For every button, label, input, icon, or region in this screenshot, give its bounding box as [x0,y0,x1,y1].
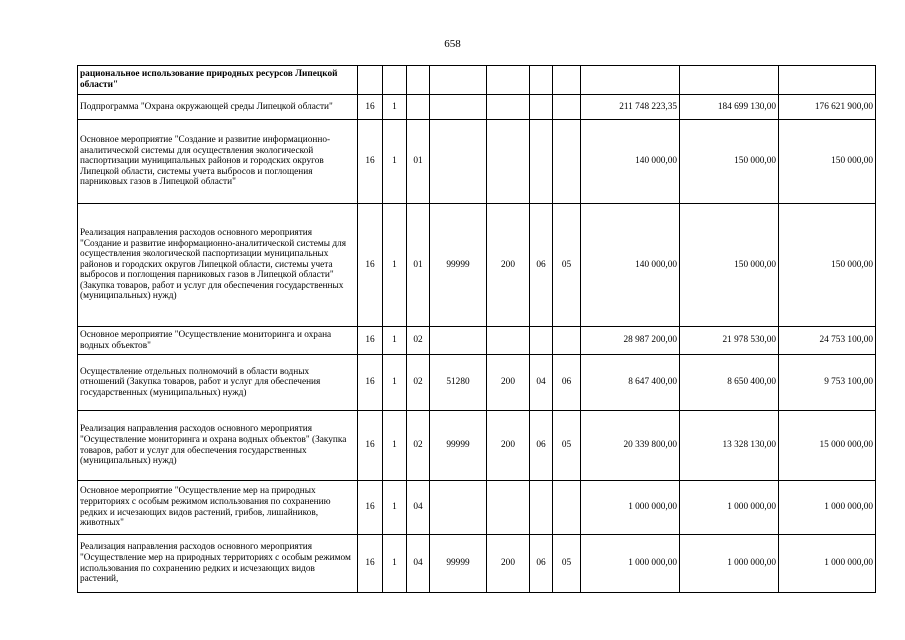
code-cell [383,66,407,95]
amount-year-1: 8 647 400,00 [581,355,680,411]
code-cell: 99999 [430,535,487,593]
code-cell [487,481,530,535]
code-cell: 01 [407,120,430,204]
amount-year-1: 28 987 200,00 [581,327,680,355]
amount-year-2: 1 000 000,00 [680,535,779,593]
code-cell: 06 [553,355,581,411]
table-row [78,120,876,204]
code-cell: 16 [358,327,383,355]
amount-year-3: 1 000 000,00 [779,535,876,593]
table-body [78,66,876,593]
code-cell: 04 [407,481,430,535]
code-cell: 16 [358,95,383,120]
code-cell: 200 [487,411,530,481]
code-cell: 99999 [430,204,487,327]
code-cell: 04 [407,535,430,593]
amount-year-2: 21 978 530,00 [680,327,779,355]
code-cell [430,95,487,120]
page-number: 658 [444,38,461,50]
code-cell: 16 [358,204,383,327]
code-cell: 05 [553,204,581,327]
code-cell: 1 [383,481,407,535]
table-row [78,411,876,481]
amount-year-2 [680,66,779,95]
code-cell: 1 [383,204,407,327]
code-cell [430,481,487,535]
row-name: Основное мероприятие "Создание и развитие информационно-аналитической системы для осуществления экологической паспортизации муниципальных районов и городских округов Липецкой области, системы учета выбросов и поглощения парниковых газов в Липецкой области" [78,120,358,204]
amount-year-2: 13 328 130,00 [680,411,779,481]
amount-year-1: 1 000 000,00 [581,535,680,593]
table-row [78,95,876,120]
amount-year-1: 140 000,00 [581,120,680,204]
amount-year-3: 24 753 100,00 [779,327,876,355]
code-cell [553,120,581,204]
amount-year-2: 184 699 130,00 [680,95,779,120]
amount-year-3: 150 000,00 [779,204,876,327]
code-cell: 05 [553,535,581,593]
table-row [78,327,876,355]
code-cell [530,66,553,95]
code-cell [530,95,553,120]
row-name: Основное мероприятие "Осуществление мониторинга и охрана водных объектов" [78,327,358,355]
table-row [78,204,876,327]
code-cell: 16 [358,355,383,411]
code-cell [487,66,530,95]
code-cell [487,95,530,120]
code-cell: 02 [407,411,430,481]
code-cell: 200 [487,355,530,411]
code-cell [530,327,553,355]
code-cell [487,120,530,204]
code-cell: 06 [530,411,553,481]
code-cell: 1 [383,95,407,120]
amount-year-2: 1 000 000,00 [680,481,779,535]
row-name: Подпрограмма "Охрана окружающей среды Липецкой области" [78,95,358,120]
table-row [78,355,876,411]
code-cell: 1 [383,535,407,593]
amount-year-3: 9 753 100,00 [779,355,876,411]
code-cell: 02 [407,355,430,411]
row-name: Реализация направления расходов основного мероприятия "Осуществление мер на природных территориях с особым режимом использования по сохранению редких и исчезающих видов растений, [78,535,358,593]
code-cell: 02 [407,327,430,355]
amount-year-2: 150 000,00 [680,120,779,204]
budget-table [77,65,876,593]
code-cell: 06 [530,535,553,593]
amount-year-1: 20 339 800,00 [581,411,680,481]
table-row [78,66,876,95]
code-cell: 1 [383,411,407,481]
amount-year-1: 140 000,00 [581,204,680,327]
code-cell: 06 [530,204,553,327]
amount-year-1: 1 000 000,00 [581,481,680,535]
code-cell [553,327,581,355]
row-name: Основное мероприятие "Осуществление мер на природных территориях с особым режимом использования по сохранению редких и исчезающих видов растений, грибов, лишайников, животных" [78,481,358,535]
code-cell: 99999 [430,411,487,481]
code-cell [553,95,581,120]
code-cell: 200 [487,204,530,327]
amount-year-1 [581,66,680,95]
row-name: Осуществление отдельных полномочий в области водных отношений (Закупка товаров, работ и услуг для обеспечения государственных (муниципальных) нужд) [78,355,358,411]
row-name: рациональное использование природных ресурсов Липецкой области" [78,66,358,95]
code-cell: 16 [358,411,383,481]
code-cell [430,327,487,355]
code-cell: 1 [383,355,407,411]
code-cell: 01 [407,204,430,327]
amount-year-1: 211 748 223,35 [581,95,680,120]
row-name: Реализация направления расходов основного мероприятия "Создание и развитие информационно-аналитической системы для осуществления экологической паспортизации муниципальных районов и городских округов Липецкой области, системы учета выбросов и поглощения парниковых газов в Липецкой области" (Закупка товаров, работ и услуг для обеспечения государственных (муниципальных) нужд) [78,204,358,327]
amount-year-2: 8 650 400,00 [680,355,779,411]
amount-year-3: 1 000 000,00 [779,481,876,535]
amount-year-3 [779,66,876,95]
table-row [78,481,876,535]
code-cell: 200 [487,535,530,593]
code-cell [487,327,530,355]
code-cell: 51280 [430,355,487,411]
code-cell: 04 [530,355,553,411]
table-row [78,535,876,593]
code-cell: 1 [383,327,407,355]
amount-year-3: 15 000 000,00 [779,411,876,481]
code-cell: 16 [358,481,383,535]
amount-year-3: 150 000,00 [779,120,876,204]
code-cell [553,66,581,95]
amount-year-2: 150 000,00 [680,204,779,327]
code-cell [407,95,430,120]
code-cell [430,120,487,204]
code-cell [430,66,487,95]
code-cell: 16 [358,535,383,593]
code-cell: 05 [553,411,581,481]
code-cell [530,481,553,535]
row-name: Реализация направления расходов основного мероприятия "Осуществление мониторинга и охрана водных объектов" (Закупка товаров, работ и услуг для обеспечения государственных (муниципальных) нужд) [78,411,358,481]
code-cell: 16 [358,120,383,204]
amount-year-3: 176 621 900,00 [779,95,876,120]
code-cell [530,120,553,204]
code-cell [358,66,383,95]
code-cell [553,481,581,535]
code-cell: 1 [383,120,407,204]
code-cell [407,66,430,95]
